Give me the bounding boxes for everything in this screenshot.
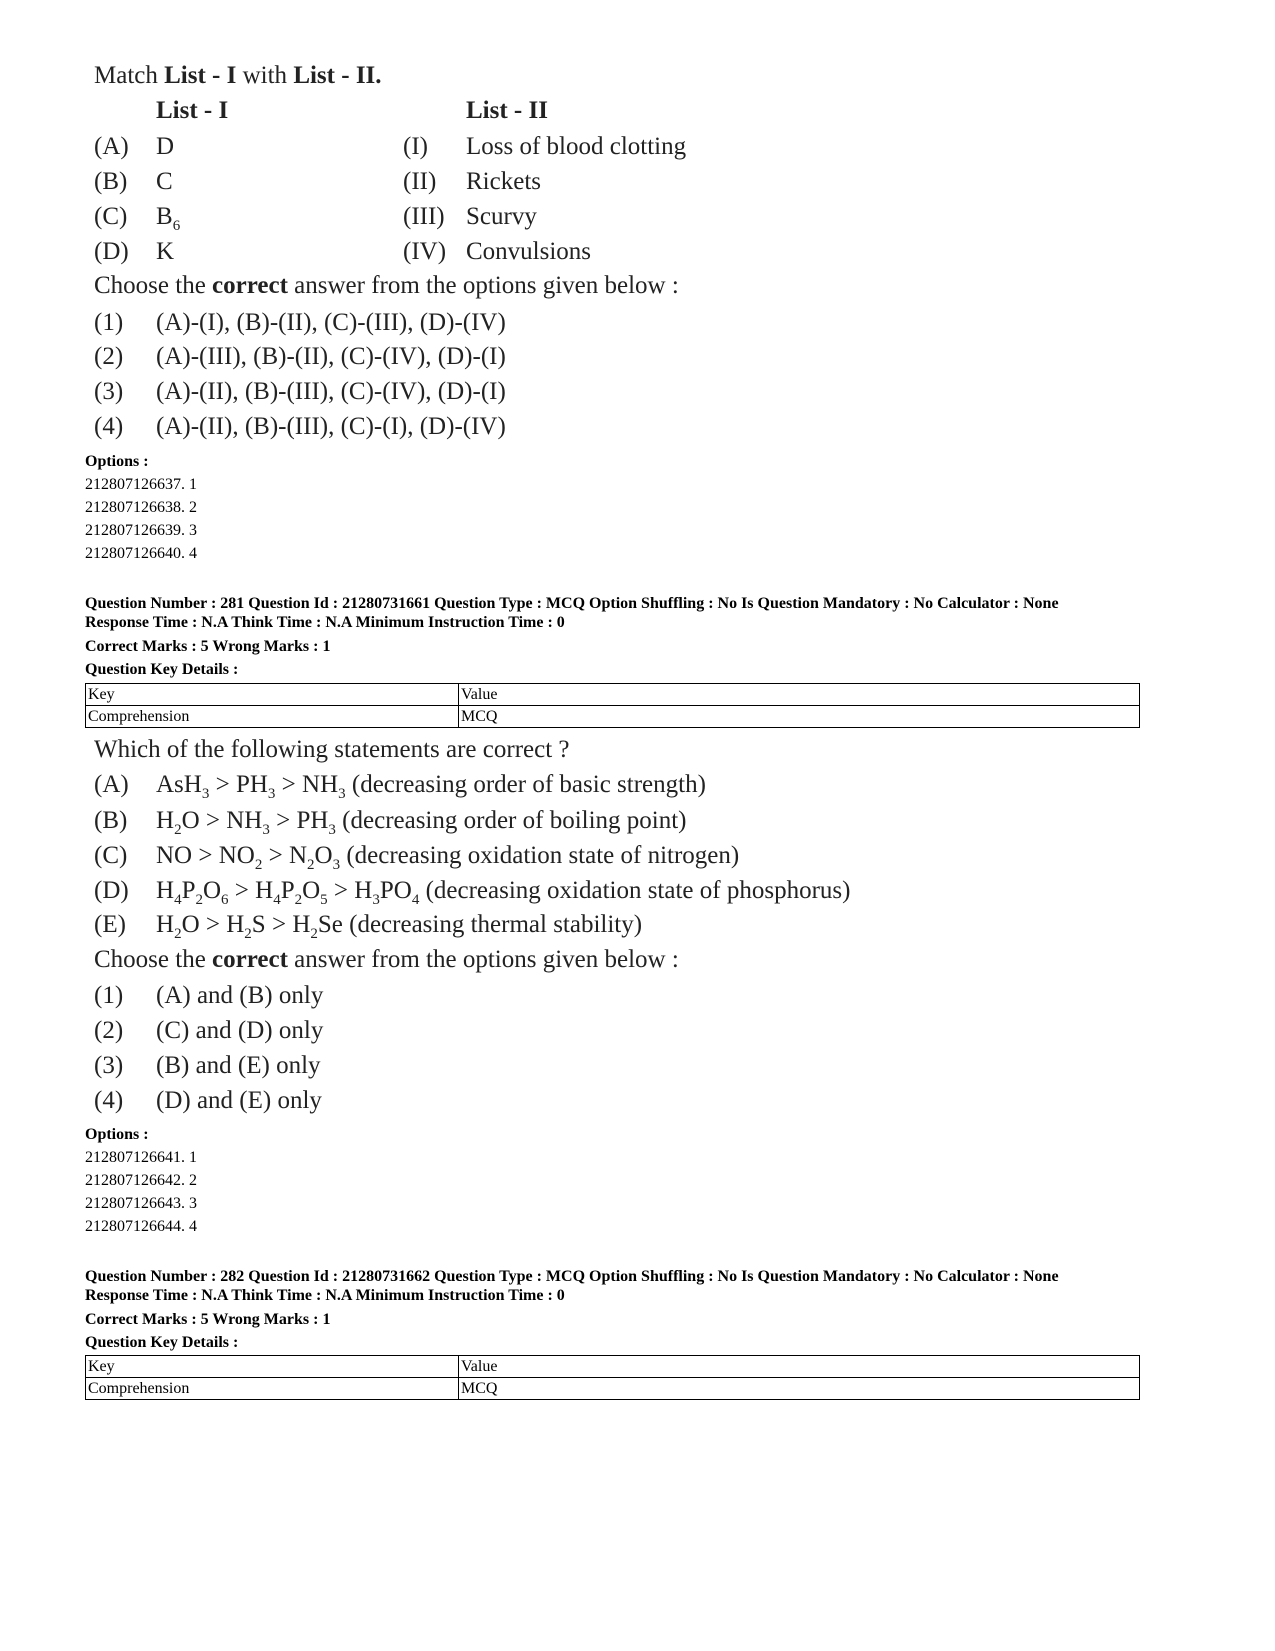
answer-number: (2) [94,343,124,370]
list-2-header: List - II [466,97,548,124]
table-cell-key: Comprehension [86,1378,459,1400]
option-item: 212807126644. 4 [85,1218,197,1235]
question-marks: Correct Marks : 5 Wrong Marks : 1 [85,638,331,655]
question-header [85,1267,1059,1305]
list-2-number: (II) [403,168,437,195]
question-header-line-1: Question Number : 281 Question Id : 21280731661 Question Type : MCQ Option Shuffling : No Is Question Mandatory : No Calculator : None [85,595,1059,612]
list-row-label: (C) [94,203,128,230]
question-header-line-1: Question Number : 282 Question Id : 21280731662 Question Type : MCQ Option Shuffling : No Is Question Mandatory : No Calculator : None [85,1268,1059,1285]
statement-label: (D) [94,877,129,904]
table-cell-value: MCQ [459,706,1140,728]
question-header [85,594,1059,632]
statement-text: $H_2O > NH_3 > PH_3$ (decreasing order of boiling point) [156,807,687,838]
list-row-label: (B) [94,168,128,195]
table-row [86,684,1140,706]
list-2-number: (I) [403,133,428,160]
question-key-table [85,1355,1140,1400]
list-2-item: Scurvy [466,203,537,230]
statement-label: (A) [94,771,129,798]
table-row [86,1356,1140,1378]
list-1-item: $B_6$ [156,203,181,234]
list-row-label: (D) [94,238,129,265]
option-item: 212807126643. 3 [85,1195,197,1212]
list-1-item: K [156,238,175,265]
answer-text: (A)-(I), (B)-(II), (C)-(III), (D)-(IV) [156,309,506,336]
statement-label: (B) [94,807,128,834]
table-header-key: Key [86,684,459,706]
question-header-line-2: Response Time : N.A Think Time : N.A Minimum Instruction Time : 0 [85,614,565,631]
list-2-item: Rickets [466,168,541,195]
answer-number: (1) [94,982,124,1009]
table-row [86,1378,1140,1400]
question-marks: Correct Marks : 5 Wrong Marks : 1 [85,1311,331,1328]
option-item: 212807126642. 2 [85,1172,197,1189]
list-2-number: (IV) [403,238,447,265]
options-label: Options : [85,1126,149,1143]
answer-number: (3) [94,1052,124,1079]
option-item: 212807126640. 4 [85,545,197,562]
question-key-table [85,683,1140,728]
match-list-instruction: Match List - I with List - II. [94,62,382,89]
option-item: 212807126638. 2 [85,499,197,516]
answer-text: (A) and (B) only [156,982,324,1009]
choose-instruction: Choose the correct answer from the options given below : [94,272,679,299]
statement-text: $H_4P_2O_6 > H_4P_2O_5 > H_3PO_4$ (decreasing oxidation state of phosphorus) [156,877,851,908]
answer-text: (D) and (E) only [156,1087,322,1114]
options-label: Options : [85,453,149,470]
answer-text: (A)-(III), (B)-(II), (C)-(IV), (D)-(I) [156,343,506,370]
question-key-details-label: Question Key Details : [85,1334,239,1351]
statement-label: (C) [94,842,128,869]
statement-label: (E) [94,911,126,938]
answer-text: (A)-(II), (B)-(III), (C)-(I), (D)-(IV) [156,413,506,440]
options-section [85,450,197,565]
question-text: Which of the following statements are correct ? [94,736,570,763]
answer-number: (4) [94,413,124,440]
table-header-value: Value [459,684,1140,706]
answer-text: (C) and (D) only [156,1017,324,1044]
list-1-item: D [156,133,175,160]
options-section [85,1123,197,1238]
list-2-item: Loss of blood clotting [466,133,687,160]
question-key-details-label: Question Key Details : [85,661,239,678]
option-item: 212807126641. 1 [85,1149,197,1166]
list-2-item: Convulsions [466,238,592,265]
option-item: 212807126639. 3 [85,522,197,539]
table-cell-value: MCQ [459,1378,1140,1400]
answer-number: (1) [94,309,124,336]
list-row-label: (A) [94,133,129,160]
question-header-line-2: Response Time : N.A Think Time : N.A Minimum Instruction Time : 0 [85,1287,565,1304]
answer-number: (2) [94,1017,124,1044]
statement-text: $H_2O > H_2S > H_2Se$ (decreasing thermal stability) [156,911,643,942]
table-header-value: Value [459,1356,1140,1378]
table-row [86,706,1140,728]
list-2-number: (III) [403,203,445,230]
option-item: 212807126637. 1 [85,476,197,493]
table-header-key: Key [86,1356,459,1378]
answer-text: (A)-(II), (B)-(III), (C)-(IV), (D)-(I) [156,378,506,405]
answer-number: (4) [94,1087,124,1114]
list-1-item: C [156,168,173,195]
statement-text: $AsH_3 > PH_3 > NH_3$ (decreasing order of basic strength) [156,771,706,802]
list-1-header: List - I [156,97,229,124]
answer-number: (3) [94,378,124,405]
statement-text: NO > $NO_2 > N_2O_3$ (decreasing oxidation state of nitrogen) [156,842,740,873]
choose-instruction: Choose the correct answer from the options given below : [94,946,679,973]
table-cell-key: Comprehension [86,706,459,728]
answer-text: (B) and (E) only [156,1052,321,1079]
